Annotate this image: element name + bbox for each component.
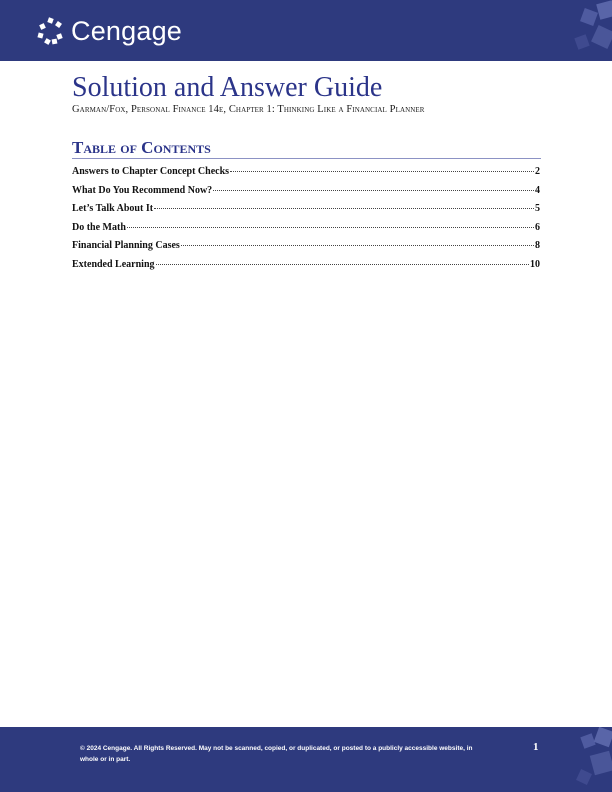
header-band bbox=[0, 0, 612, 61]
toc-item-concept-checks[interactable] bbox=[72, 166, 540, 185]
toc-item-page: 6 bbox=[535, 221, 540, 233]
toc-item-lets-talk[interactable] bbox=[72, 203, 540, 222]
decorative-tiles-icon bbox=[568, 0, 612, 61]
page-title: Solution and Answer Guide bbox=[72, 72, 383, 103]
table-of-contents bbox=[72, 166, 540, 277]
toc-item-page: 4 bbox=[535, 184, 540, 196]
copyright-notice: © 2024 Cengage. All Rights Reserved. May not be scanned, copied, or duplicated, or posted to a publicly accessible website, in whole or in part. bbox=[80, 745, 473, 763]
toc-item-label: What Do You Recommend Now? bbox=[72, 184, 213, 196]
dot-leader bbox=[156, 264, 529, 265]
cengage-logo-icon bbox=[37, 17, 65, 45]
dot-leader bbox=[127, 227, 534, 228]
toc-item-planning-cases[interactable] bbox=[72, 240, 540, 259]
toc-item-label: Extended Learning bbox=[72, 258, 155, 270]
footer-band bbox=[0, 727, 612, 792]
page-subtitle: Garman/Fox, Personal Finance 14e, Chapter 1: Thinking Like a Financial Planner bbox=[72, 104, 425, 115]
toc-item-label: Let’s Talk About It bbox=[72, 203, 154, 214]
toc-item-extended-learning[interactable] bbox=[72, 259, 540, 278]
dot-leader bbox=[181, 245, 534, 246]
cengage-logo[interactable] bbox=[37, 14, 182, 48]
toc-item-label: Answers to Chapter Concept Checks bbox=[72, 166, 230, 177]
toc-item-recommend-now[interactable] bbox=[72, 185, 540, 204]
toc-item-page: 10 bbox=[530, 258, 540, 270]
dot-leader bbox=[154, 208, 534, 209]
dot-leader bbox=[230, 171, 534, 172]
brand-name: Cengage bbox=[71, 15, 182, 46]
toc-item-page: 8 bbox=[535, 240, 540, 251]
toc-item-page: 5 bbox=[535, 203, 540, 214]
decorative-tiles-icon bbox=[572, 727, 612, 792]
toc-divider bbox=[72, 158, 541, 159]
page-number: 1 bbox=[533, 741, 539, 753]
toc-item-label: Do the Math bbox=[72, 221, 126, 233]
toc-item-do-the-math[interactable] bbox=[72, 222, 540, 241]
toc-item-page: 2 bbox=[535, 166, 540, 177]
toc-heading: Table of Contents bbox=[72, 138, 211, 157]
toc-item-label: Financial Planning Cases bbox=[72, 240, 180, 251]
dot-leader bbox=[213, 190, 534, 191]
